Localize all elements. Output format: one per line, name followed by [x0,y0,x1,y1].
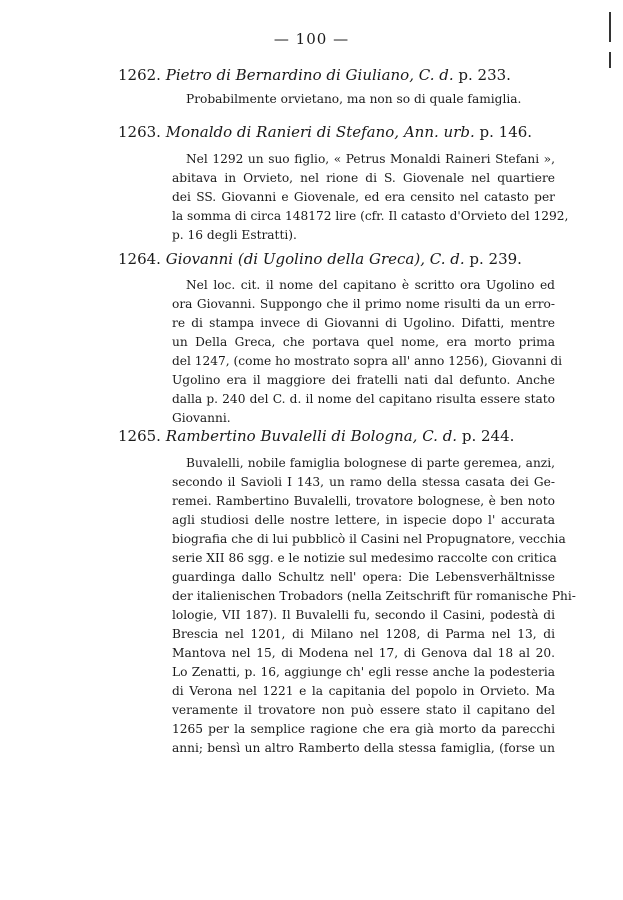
text-line: guardinga dallo Schultz nell' opera: Die Lebensverhältnisse [172,570,555,584]
text-line: re di stampa invece di Giovanni di Ugolino. Difatti, mentre [172,316,555,330]
entry-heading [118,427,538,445]
entry-name: Giovanni (di Ugolino della Greca), [165,250,425,268]
text-line: Mantova nel 15, di Modena nel 17, di Genova dal 18 al 20. [172,646,555,660]
text-line: dalla p. 240 del C. d. il nome del capitano risulta essere stato [172,392,555,406]
page-number: — 100 — [273,30,350,48]
entry-source: C. d. [429,250,465,268]
text-line: Buvalelli, nobile famiglia bolognese di parte geremea, anzi, [186,456,555,470]
entry-heading [118,123,538,141]
text-line: anni; bensì un altro Ramberto della stessa famiglia, (forse un [172,741,555,755]
text-line: Nel 1292 un suo figlio, « Petrus Monaldi Raineri Stefani », [186,152,555,166]
text-line: 1265 per la semplice ragione che era già morto da parecchi [172,722,555,736]
text-line: dei SS. Giovanni e Giovenale, ed era censito nel catasto per [172,190,555,204]
text-line: ora Giovanni. Suppongo che il primo nome risulti da un erro- [172,297,555,311]
entry-number: 1265. [118,427,161,445]
text-line: biografia che di lui pubblicò il Casini nel Propugnatore, vecchia [172,532,566,546]
text-line: Ugolino era il maggiore dei fratelli nati dal defunto. Anche [172,373,555,387]
entry-page-ref: p. 244. [461,427,515,445]
entry-number: 1262. [118,66,161,84]
scan-edge-mark [609,52,611,68]
text-line: remei. Rambertino Buvalelli, trovatore bolognese, è ben noto [172,494,555,508]
text-line: Lo Zenatti, p. 16, aggiunge ch' egli resse anche la podesteria [172,665,555,679]
text-line: agli studiosi delle nostre lettere, in ispecie dopo l' accurata [172,513,555,527]
text-line: lologie, VII 187). Il Buvalelli fu, secondo il Casini, podestà di [172,608,555,622]
text-line: p. 16 degli Estratti). [172,228,297,242]
entry-number: 1263. [118,123,161,141]
text-line: Probabilmente orvietano, ma non so di quale famiglia. [186,92,522,106]
text-line: abitava in Orvieto, nel rione di S. Giovenale nel quartiere [172,171,555,185]
text-line: Nel loc. cit. il nome del capitano è scritto ora Ugolino ed [186,278,555,292]
text-line: la somma di circa 148172 lire (cfr. Il catasto d'Orvieto del 1292, [172,209,569,223]
text-line: serie XII 86 sgg. e le notizie sul medesimo raccolte con critica [172,551,557,565]
text-line: un Della Greca, che portava quel nome, era morto prima [172,335,555,349]
entry-name: Rambertino Buvalelli di Bologna, [165,427,418,445]
entry-heading [118,250,538,268]
entry-page-ref: p. 146. [479,123,533,141]
entry-number: 1264. [118,250,161,268]
text-line: Brescia nel 1201, di Milano nel 1208, di Parma nel 13, di [172,627,555,641]
entry-source: C. d. [422,427,458,445]
text-line: der italienischen Trobadors (nella Zeitschrift für romanische Phi- [172,589,576,603]
entry-source: C. d. [418,66,454,84]
entry-heading [118,66,538,84]
text-line: secondo il Savioli I 143, un ramo della stessa casata dei Ge- [172,475,555,489]
entry-source: Ann. urb. [403,123,475,141]
entry-name: Monaldo di Ranieri di Stefano, [165,123,400,141]
text-line: veramente il trovatore non può essere stato il capitano del [172,703,555,717]
entry-page-ref: p. 239. [469,250,522,268]
entry-name: Pietro di Bernardino di Giuliano, [165,66,414,84]
text-line: Giovanni. [172,411,231,425]
text-line: del 1247, (come ho mostrato sopra all' anno 1256), Giovanni di [172,354,563,368]
entry-page-ref: p. 233. [458,66,511,84]
scan-edge-mark [609,12,611,42]
text-line: di Verona nel 1221 e la capitania del popolo in Orvieto. Ma [172,684,555,698]
